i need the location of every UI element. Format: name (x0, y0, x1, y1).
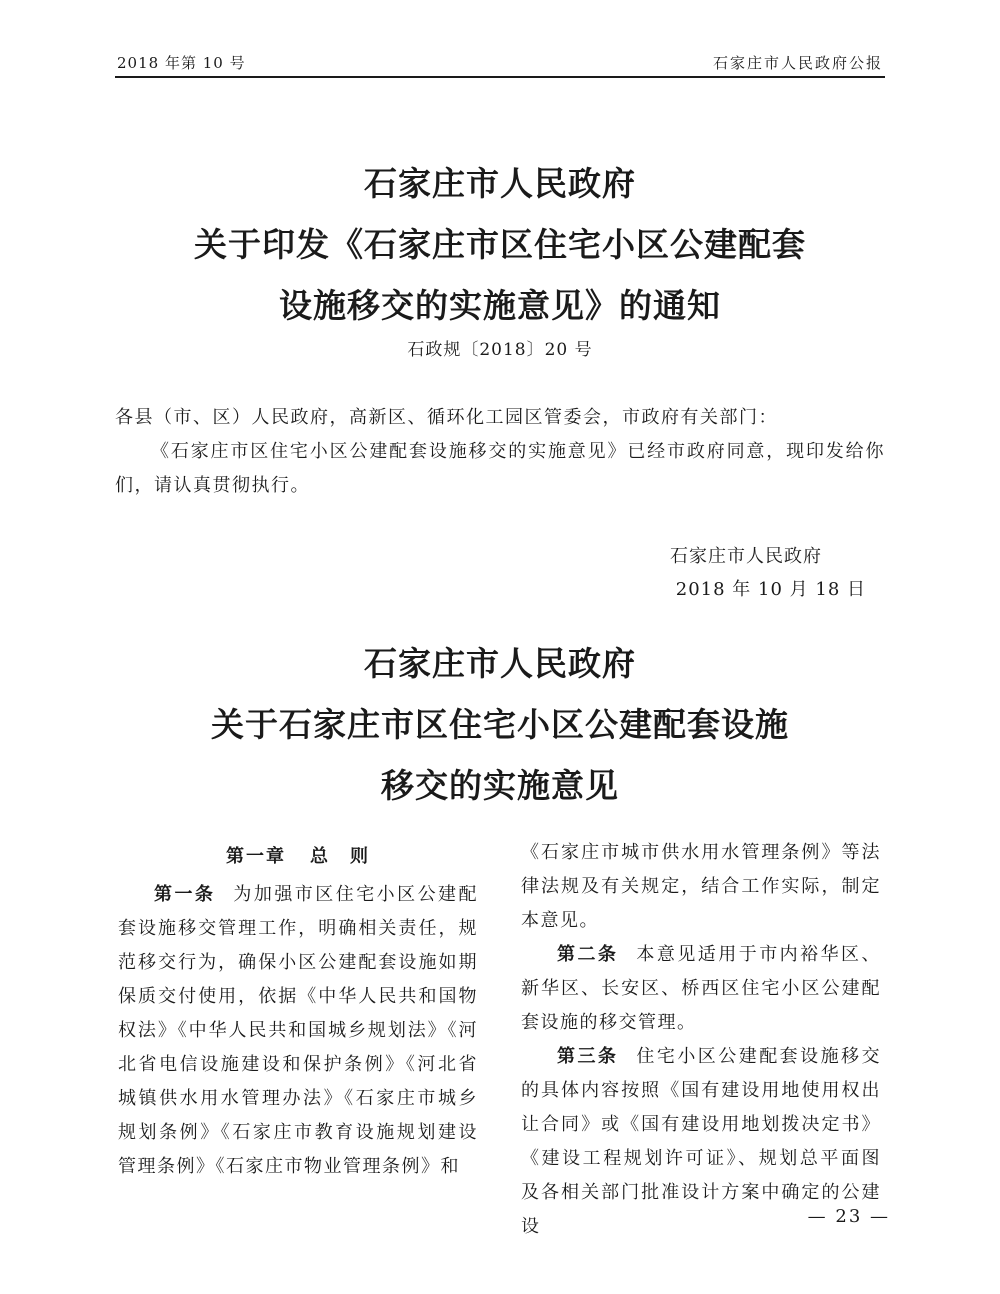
article-2-text: 本意见适用于市内裕华区、新华区、长安区、桥西区住宅小区公建配套设施的移交管理。 (521, 944, 882, 1033)
notice-title (100, 153, 900, 336)
opinion-title-line: 石家庄市人民政府 (364, 644, 636, 683)
article-1-label: 第一条 (154, 884, 216, 905)
article-2-label: 第二条 (557, 944, 619, 965)
issue-label: 2018 年第 10 号 (117, 54, 246, 72)
article-1-text: 为加强市区住宅小区公建配套设施移交管理工作，明确相关责任，规范移交行为，确保小区公建配套设施如期保质交付使用，依据《中华人民共和国物权法》《中华人民共和国城乡规划法》《河北省电信设施建设和保护条例》《河北省城镇供水用水管理办法》《石家庄市城乡规划条例》《石家庄市教育设施规划建设管理条例》《石家庄市物业管理条例》和 (118, 884, 479, 1177)
publication-name: 石家庄市人民政府公报 (712, 54, 883, 72)
notice-body: 《石家庄市区住宅小区公建配套设施移交的实施意见》已经市政府同意，现印发给你们，请认真贯彻执行。 (115, 441, 885, 496)
left-column (118, 836, 478, 1184)
signature-organization: 石家庄市人民政府 (670, 546, 822, 567)
addressee: 各县（市、区）人民政府，高新区、循环化工园区管委会，市政府有关部门： (115, 407, 778, 428)
right-column (521, 836, 881, 1244)
opinion-title (100, 633, 900, 816)
page-header (115, 50, 885, 78)
article-1-continued: 《石家庄市城市供水用水管理条例》等法律法规及有关规定，结合工作实际，制定本意见。 (521, 842, 881, 931)
page-number: — 23 — (807, 1206, 890, 1227)
chapter-number: 第一章 (226, 846, 286, 867)
article-3-label: 第三条 (557, 1046, 619, 1067)
article-1 (118, 878, 478, 1184)
opinion-title-line: 移交的实施意见 (381, 766, 619, 805)
article-3-text: 住宅小区公建配套设施移交的具体内容按照《国有建设用地使用权出让合同》或《国有建设用地划拨决定书》《建设工程规划许可证》、规划总平面图及各相关部门批准设计方案中确定的公建设 (521, 1046, 882, 1237)
notice-title-line: 关于印发《石家庄市区住宅小区公建配套 (194, 225, 806, 264)
opinion-title-line: 关于石家庄市区住宅小区公建配套设施 (211, 705, 789, 744)
chapter-name: 总 则 (310, 846, 370, 867)
article-2 (521, 938, 881, 1040)
signature-date: 2018 年 10 月 18 日 (675, 579, 866, 600)
notice-title-line: 设施移交的实施意见》的通知 (279, 286, 721, 325)
notice-title-line: 石家庄市人民政府 (364, 164, 636, 203)
document-number: 石政规〔2018〕20 号 (407, 340, 593, 360)
chapter-heading (118, 836, 478, 878)
